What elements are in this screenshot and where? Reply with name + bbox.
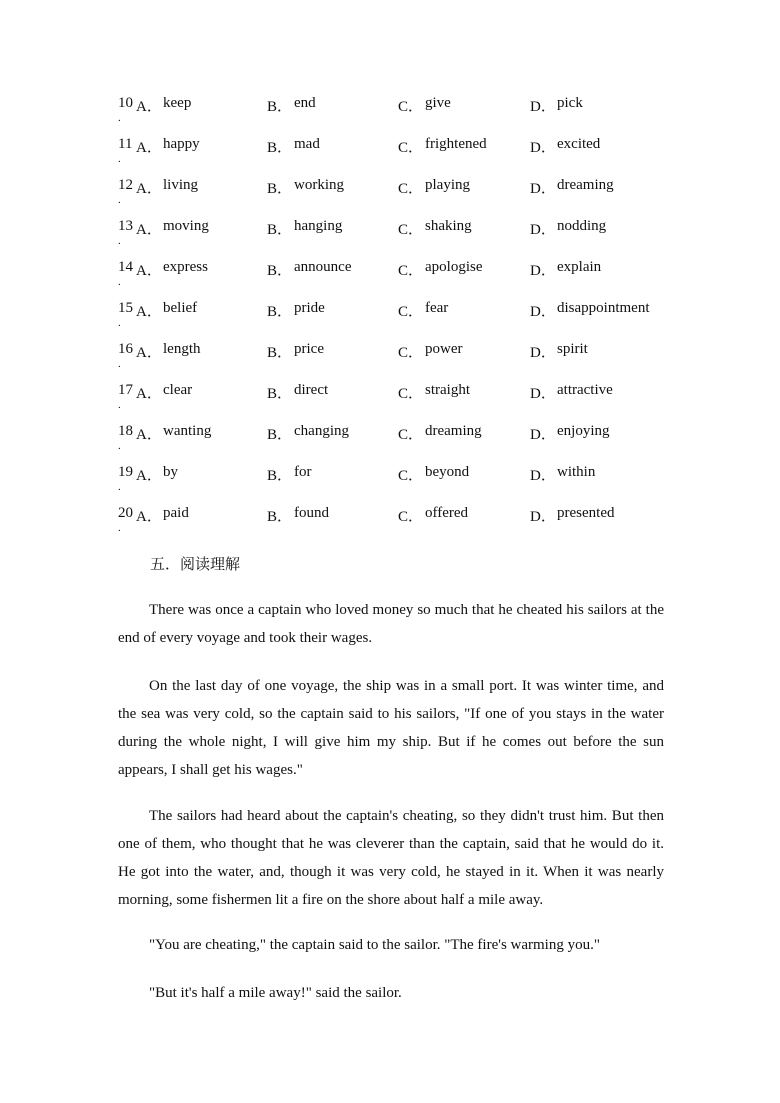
question-row xyxy=(0,382,780,423)
option-b xyxy=(267,382,329,403)
option-c xyxy=(398,300,449,321)
option-label: C． xyxy=(398,427,424,443)
row-dot: . xyxy=(118,153,121,165)
passage-paragraph-1: There was once a captain who loved money so much that he cheated his sailors at the end of every voyage and took their wages. xyxy=(118,602,664,646)
option-text: express xyxy=(163,259,208,275)
option-a xyxy=(136,341,201,362)
option-c xyxy=(398,95,451,116)
option-c xyxy=(398,382,470,403)
option-d xyxy=(530,95,583,116)
option-label: B． xyxy=(267,140,293,156)
option-a xyxy=(136,300,198,321)
option-text: fear xyxy=(425,300,449,316)
option-a xyxy=(136,464,178,485)
option-text: playing xyxy=(425,177,470,193)
option-text: power xyxy=(425,341,463,357)
option-label: A． xyxy=(136,427,162,443)
question-row xyxy=(0,423,780,464)
option-text: offered xyxy=(425,505,469,521)
option-text: dreaming xyxy=(425,423,482,439)
question-row xyxy=(0,505,780,546)
option-text: price xyxy=(294,341,324,357)
option-label: C． xyxy=(398,140,424,156)
question-row xyxy=(0,218,780,259)
option-c xyxy=(398,464,470,485)
option-text: direct xyxy=(294,382,329,398)
row-dot: . xyxy=(118,317,121,329)
option-label: B． xyxy=(267,509,293,525)
option-text: belief xyxy=(163,300,198,316)
option-b xyxy=(267,136,320,157)
option-label: B． xyxy=(267,345,293,361)
option-text: shaking xyxy=(425,218,472,234)
question-number: 19 xyxy=(118,464,133,480)
option-text: disappointment xyxy=(557,300,650,316)
option-label: B． xyxy=(267,263,293,279)
option-label: A． xyxy=(136,140,162,156)
option-text: wanting xyxy=(163,423,212,439)
section-heading: 五．阅读理解 xyxy=(150,555,241,573)
option-a xyxy=(136,136,200,157)
option-text: happy xyxy=(163,136,200,152)
option-label: A． xyxy=(136,304,162,320)
option-d xyxy=(530,300,650,321)
option-label: D． xyxy=(530,427,556,443)
option-text: give xyxy=(425,95,451,111)
option-c xyxy=(398,136,487,157)
option-label: D． xyxy=(530,386,556,402)
option-text: dreaming xyxy=(557,177,614,193)
option-text: within xyxy=(557,464,596,480)
option-text: found xyxy=(294,505,329,521)
option-text: presented xyxy=(557,505,615,521)
option-text: living xyxy=(163,177,199,193)
option-d xyxy=(530,259,602,280)
option-text: announce xyxy=(294,259,352,275)
option-d xyxy=(530,136,601,157)
question-number: 18 xyxy=(118,423,133,439)
option-d xyxy=(530,505,615,526)
row-dot: . xyxy=(118,194,121,206)
question-number: 15 xyxy=(118,300,133,316)
question-row xyxy=(0,341,780,382)
option-label: D． xyxy=(530,181,556,197)
passage-paragraph-3: The sailors had heard about the captain's cheating, so they didn't trust him. But then one of them, who thought that he was cleverer than the captain, said that he would do it. He got into the water, and, though it was very cold, he stayed in it. When it was nearly morning, some fishermen lit a fire on the shore about half a mile away. xyxy=(118,808,664,908)
option-label: D． xyxy=(530,345,556,361)
option-d xyxy=(530,177,614,198)
option-text: keep xyxy=(163,95,192,111)
passage-paragraph-2: On the last day of one voyage, the ship was in a small port. It was winter time, and the sea was very cold, so the captain said to his sailors, "If one of you stays in the water during the whole night, I will give him my ship. But if he comes out before the sun appears, I shall get his wages." xyxy=(118,678,664,778)
option-label: A． xyxy=(136,509,162,525)
option-a xyxy=(136,95,192,116)
row-dot: . xyxy=(118,358,121,370)
option-b xyxy=(267,423,349,444)
option-b xyxy=(267,300,325,321)
option-b xyxy=(267,259,352,280)
question-number: 10 xyxy=(118,95,133,111)
option-label: B． xyxy=(267,99,293,115)
option-c xyxy=(398,259,483,280)
option-text: pride xyxy=(294,300,325,316)
option-label: D． xyxy=(530,509,556,525)
option-label: C． xyxy=(398,468,424,484)
option-a xyxy=(136,423,212,444)
option-text: clear xyxy=(163,382,193,398)
option-a xyxy=(136,177,199,198)
question-row xyxy=(0,259,780,300)
option-label: D． xyxy=(530,140,556,156)
option-label: D． xyxy=(530,263,556,279)
option-text: moving xyxy=(163,218,209,234)
option-label: A． xyxy=(136,468,162,484)
option-text: length xyxy=(163,341,201,357)
option-c xyxy=(398,177,470,198)
row-dot: . xyxy=(118,112,121,124)
option-label: D． xyxy=(530,99,556,115)
option-b xyxy=(267,464,312,485)
option-text: excited xyxy=(557,136,601,152)
option-c xyxy=(398,423,482,444)
question-number: 13 xyxy=(118,218,133,234)
option-text: attractive xyxy=(557,382,613,398)
question-number: 20 xyxy=(118,505,133,521)
question-number: 11 xyxy=(118,136,133,152)
passage-paragraph-5: "But it's half a mile away!" said the sailor. xyxy=(149,985,402,1001)
option-d xyxy=(530,464,596,485)
question-row xyxy=(0,300,780,341)
option-label: D． xyxy=(530,222,556,238)
option-label: C． xyxy=(398,345,424,361)
option-label: D． xyxy=(530,468,556,484)
option-text: apologise xyxy=(425,259,483,275)
question-row xyxy=(0,177,780,218)
option-text: changing xyxy=(294,423,349,439)
option-text: end xyxy=(294,95,316,111)
option-d xyxy=(530,382,613,403)
option-label: A． xyxy=(136,181,162,197)
option-label: B． xyxy=(267,427,293,443)
row-dot: . xyxy=(118,276,121,288)
option-d xyxy=(530,341,588,362)
row-dot: . xyxy=(118,481,121,493)
option-text: mad xyxy=(294,136,320,152)
option-label: C． xyxy=(398,222,424,238)
option-text: frightened xyxy=(425,136,487,152)
option-c xyxy=(398,341,463,362)
option-a xyxy=(136,218,209,239)
question-number: 16 xyxy=(118,341,133,357)
option-label: A． xyxy=(136,386,162,402)
question-number: 14 xyxy=(118,259,133,275)
option-b xyxy=(267,505,329,526)
option-label: B． xyxy=(267,222,293,238)
option-label: B． xyxy=(267,181,293,197)
row-dot: . xyxy=(118,235,121,247)
option-text: by xyxy=(163,464,178,480)
option-label: A． xyxy=(136,263,162,279)
option-text: pick xyxy=(557,95,583,111)
option-label: C． xyxy=(398,99,424,115)
option-label: B． xyxy=(267,386,293,402)
option-text: working xyxy=(294,177,344,193)
option-d xyxy=(530,218,607,239)
option-text: hanging xyxy=(294,218,343,234)
option-text: straight xyxy=(425,382,470,398)
question-number: 17 xyxy=(118,382,133,398)
option-label: A． xyxy=(136,222,162,238)
option-text: paid xyxy=(163,505,189,521)
option-text: beyond xyxy=(425,464,470,480)
option-label: C． xyxy=(398,509,424,525)
option-label: C． xyxy=(398,386,424,402)
option-text: nodding xyxy=(557,218,607,234)
row-dot: . xyxy=(118,522,121,534)
option-b xyxy=(267,218,343,239)
option-text: for xyxy=(294,464,312,480)
row-dot: . xyxy=(118,440,121,452)
option-text: spirit xyxy=(557,341,588,357)
option-text: explain xyxy=(557,259,602,275)
option-b xyxy=(267,95,316,116)
option-text: enjoying xyxy=(557,423,610,439)
option-label: A． xyxy=(136,99,162,115)
option-label: B． xyxy=(267,304,293,320)
option-c xyxy=(398,505,469,526)
option-d xyxy=(530,423,610,444)
option-a xyxy=(136,259,208,280)
option-label: B． xyxy=(267,468,293,484)
option-c xyxy=(398,218,472,239)
option-label: D． xyxy=(530,304,556,320)
passage-paragraph-4: "You are cheating," the captain said to the sailor. "The fire's warming you." xyxy=(149,937,600,953)
option-b xyxy=(267,177,344,198)
row-dot: . xyxy=(118,399,121,411)
option-label: C． xyxy=(398,181,424,197)
option-label: C． xyxy=(398,304,424,320)
option-a xyxy=(136,505,189,526)
option-a xyxy=(136,382,193,403)
question-number: 12 xyxy=(118,177,133,193)
question-row xyxy=(0,95,780,136)
option-label: A． xyxy=(136,345,162,361)
question-row xyxy=(0,464,780,505)
question-row xyxy=(0,136,780,177)
option-b xyxy=(267,341,324,362)
option-label: C． xyxy=(398,263,424,279)
